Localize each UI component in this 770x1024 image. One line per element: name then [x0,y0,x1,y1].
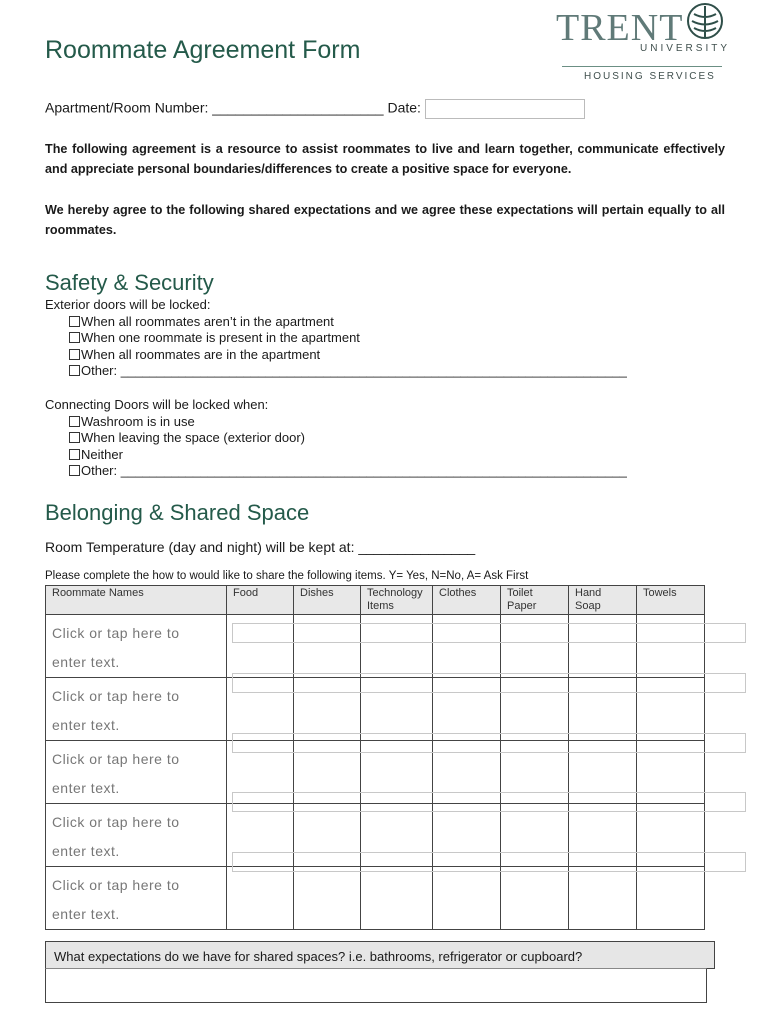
expectations-question: What expectations do we have for shared spaces? i.e. bathrooms, refrigerator or cupboard? [45,941,715,969]
apartment-input[interactable]: ______________________ [212,99,384,116]
exterior-option[interactable]: When all roommates aren’t in the apartment [69,314,725,331]
col-header: Dishes [294,586,361,615]
roommate-name-input[interactable]: Click or tap here to enter text. [46,615,227,678]
exterior-option[interactable]: When one roommate is present in the apartment [69,330,725,347]
intro-paragraph-1: The following agreement is a resource to assist roommates to live and learn together, communicate effectively and appreciate personal boundaries/differences to create a positive space for everyone. [45,142,725,176]
connecting-option-other[interactable]: Other: ______________________________________________________________________ [69,463,725,480]
apartment-label: Apartment/Room Number: [45,99,209,116]
checkbox[interactable] [69,349,80,360]
cell-input[interactable] [501,867,569,930]
connecting-doors-section [45,397,725,480]
checkbox[interactable] [69,365,80,376]
table-row [46,867,705,930]
table-header-row [46,586,705,615]
row-input-box[interactable] [232,623,746,643]
roommate-name-input[interactable]: Click or tap here to enter text. [46,741,227,804]
connecting-option[interactable]: Washroom is in use [69,414,725,431]
exterior-doors-section [45,297,725,380]
cell-input[interactable] [433,867,501,930]
page-title: Roommate Agreement Form [45,36,361,64]
roommate-name-input[interactable]: Click or tap here to enter text. [46,867,227,930]
checkbox[interactable] [69,416,80,427]
room-temperature-line[interactable]: Room Temperature (day and night) will be kept at: _______________ [45,539,476,555]
row-input-box[interactable] [232,852,746,872]
checkbox[interactable] [69,432,80,443]
roommate-name-input[interactable]: Click or tap here to enter text. [46,678,227,741]
cell-input[interactable] [637,867,705,930]
col-header: Technology Items [361,586,433,615]
checkbox[interactable] [69,316,80,327]
exterior-doors-label: Exterior doors will be locked: [45,297,211,312]
cell-input[interactable] [294,867,361,930]
col-header: Towels [637,586,705,615]
expectations-answer-input[interactable] [45,968,707,1003]
exterior-option[interactable]: When all roommates are in the apartment [69,347,725,364]
row-input-box[interactable] [232,673,746,693]
logo-divider [562,66,722,67]
date-input[interactable] [425,99,585,119]
checkbox[interactable] [69,332,80,343]
cell-input[interactable] [361,867,433,930]
intro-paragraph-2: We hereby agree to the following shared expectations and we agree these expectations will pertain equally to all roommates. [45,203,725,237]
connecting-option[interactable]: Neither [69,447,725,464]
cell-input[interactable] [569,867,637,930]
roommate-name-input[interactable]: Click or tap here to enter text. [46,804,227,867]
col-header: Food [227,586,294,615]
row-input-box[interactable] [232,792,746,812]
col-header: Roommate Names [46,586,227,615]
exterior-option-other[interactable]: Other: ______________________________________________________________________ [69,363,725,380]
checkbox[interactable] [69,465,80,476]
col-header: Hand Soap [569,586,637,615]
cell-input[interactable] [227,867,294,930]
row-input-box[interactable] [232,733,746,753]
trent-logo [556,2,731,88]
checkbox[interactable] [69,449,80,460]
col-header: Clothes [433,586,501,615]
logo-university-text: UNIVERSITY [640,43,731,54]
apartment-date-row [45,99,585,119]
safety-heading: Safety & Security [45,270,214,295]
logo-main-text: TRENT [556,7,684,49]
col-header: Toilet Paper [501,586,569,615]
belonging-heading: Belonging & Shared Space [45,500,310,525]
date-label: Date: [387,99,421,116]
crest-icon [686,2,724,42]
connecting-option[interactable]: When leaving the space (exterior door) [69,430,725,447]
connecting-doors-label: Connecting Doors will be locked when: [45,397,269,412]
logo-dept-text: HOUSING SERVICES [584,71,716,82]
sharing-instructions: Please complete the how to would like to share the following items. Y= Yes, N=No, A= Ask First [45,570,529,582]
